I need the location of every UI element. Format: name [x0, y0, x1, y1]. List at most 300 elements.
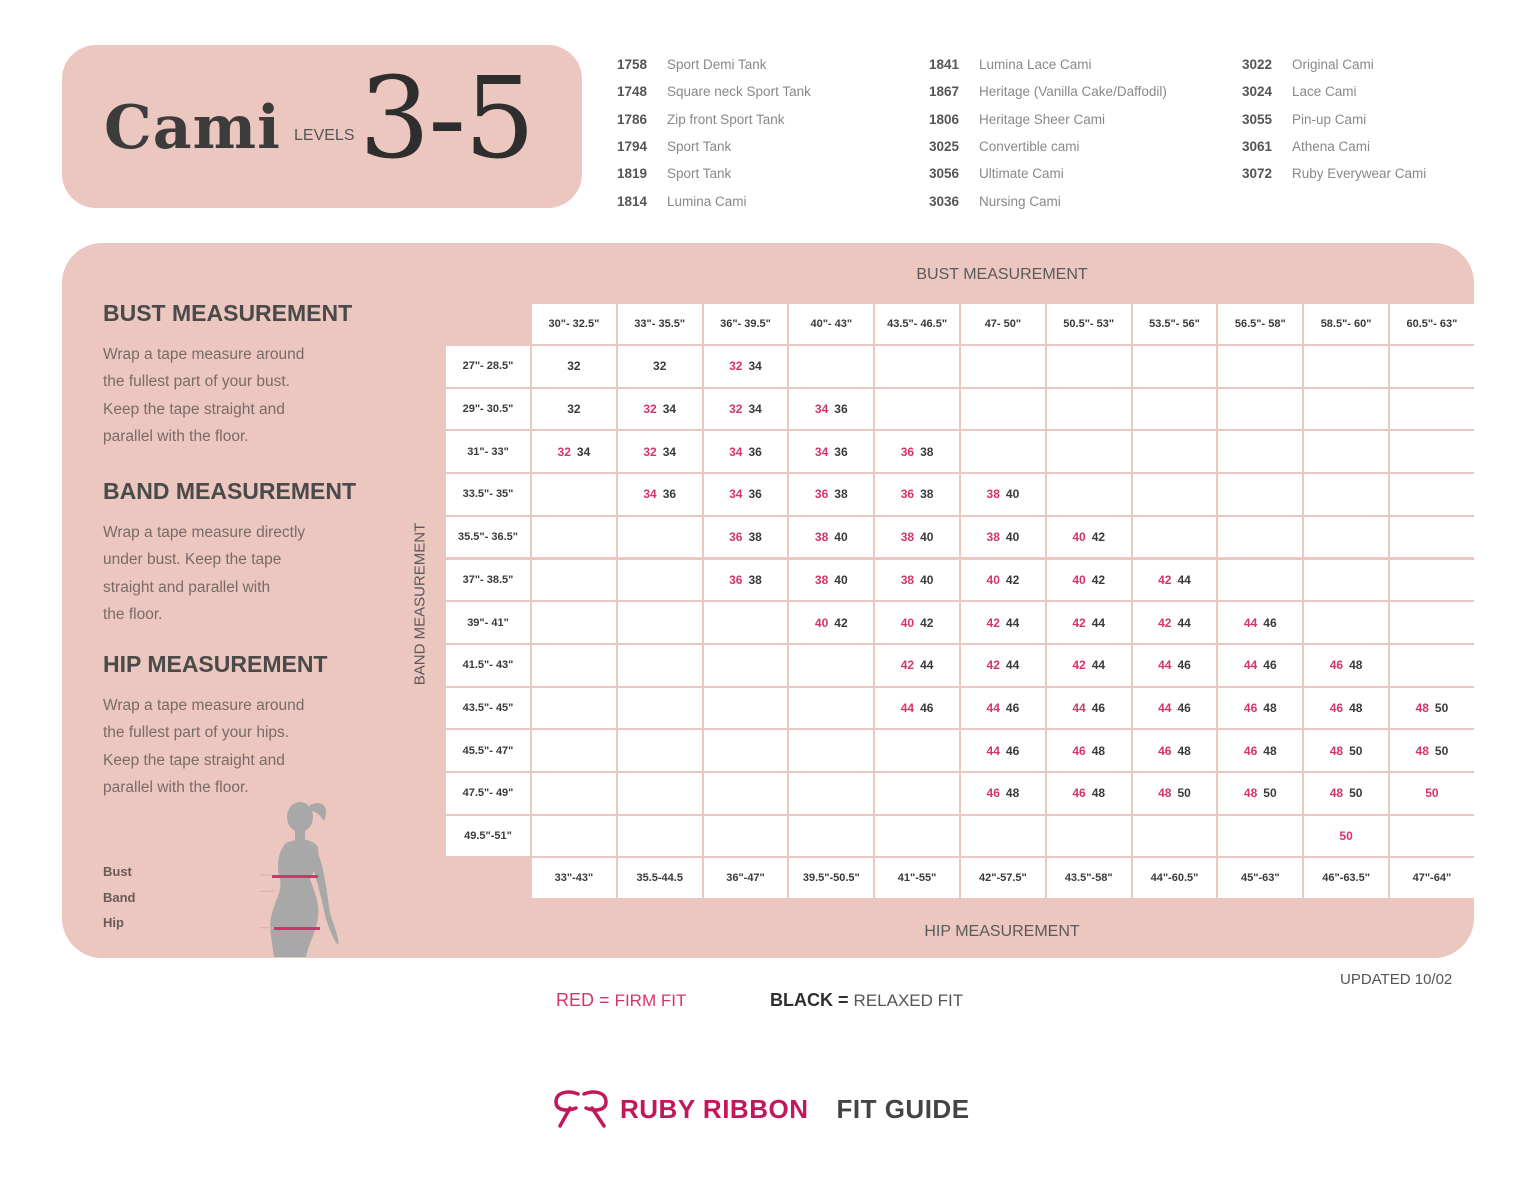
product-name: Sport Tank: [667, 166, 732, 182]
bust-range-header: 33"- 35.5": [618, 304, 702, 344]
size-cell: [1133, 474, 1217, 515]
product-number: 1867: [929, 84, 960, 100]
bust-line: Wrap a tape measure around: [103, 346, 305, 363]
size-cell: [789, 389, 873, 430]
product-number: 1748: [617, 84, 648, 100]
firm-size: 48: [1415, 700, 1429, 715]
product-name: Sport Demi Tank: [667, 57, 767, 73]
hip-line: Keep the tape straight and: [103, 751, 285, 769]
size-cell: [704, 730, 788, 771]
hip-range-footer: 36"-47": [704, 858, 788, 898]
bust-axis-title: BUST MEASUREMENT: [916, 266, 1088, 283]
size-cell: [1133, 688, 1217, 729]
firm-size: 40: [986, 572, 1000, 587]
product-item: [1242, 51, 1426, 78]
product-name: Ruby Everywear Cami: [1292, 166, 1427, 182]
firm-size: 44: [1158, 658, 1172, 673]
product-name: Lace Cami: [1292, 84, 1357, 100]
relaxed-size: 48: [1263, 700, 1277, 715]
band-range-header: 35.5"- 36.5": [446, 517, 530, 558]
relaxed-size: 50: [1434, 743, 1449, 758]
size-cell: [532, 816, 616, 857]
bust-range-header: 53.5"- 56": [1133, 304, 1217, 344]
relaxed-size: 50: [1349, 786, 1363, 801]
relaxed-size: 48: [1349, 658, 1363, 673]
product-name: Heritage Sheer Cami: [979, 111, 1106, 127]
firm-size: 34: [729, 444, 743, 459]
size-cell: [875, 431, 959, 472]
firm-size: 38: [900, 530, 915, 545]
relaxed-size: 48: [1091, 743, 1106, 758]
product-number: 3022: [1242, 57, 1273, 73]
firm-size: 48: [1158, 786, 1172, 801]
size-cell: [1047, 431, 1131, 472]
bust-range-header: 58.5"- 60": [1304, 304, 1388, 344]
relaxed-size: 40: [834, 530, 848, 545]
relaxed-size: 46: [1177, 700, 1191, 715]
band-range-header: 27"- 28.5": [446, 346, 530, 387]
relaxed-size: 42: [920, 615, 934, 630]
relaxed-size: 32: [653, 359, 667, 374]
size-cell: [704, 645, 788, 686]
product-name: Lumina Cami: [667, 193, 747, 209]
size-cell: [618, 474, 702, 515]
firm-size: 46: [1329, 700, 1344, 715]
size-cell: [532, 517, 616, 558]
relaxed-size: 34: [576, 444, 591, 459]
size-cell: [961, 645, 1045, 686]
product-number: 1758: [617, 57, 648, 73]
firm-size: 34: [729, 487, 743, 502]
firm-size: 36: [814, 487, 829, 502]
relaxed-size: 50: [1177, 786, 1191, 801]
firm-size: 44: [1158, 700, 1172, 715]
size-cell: [1133, 389, 1217, 430]
size-cell: [704, 474, 788, 515]
band-line: Wrap a tape measure directly: [103, 524, 306, 541]
relaxed-size: 40: [834, 572, 848, 587]
size-cell: [618, 816, 702, 857]
size-cell: [618, 645, 702, 686]
title-panel: [62, 45, 582, 208]
band-range-header: 39"- 41": [446, 602, 530, 643]
band-range-header: 41.5"- 43": [446, 645, 530, 686]
size-cell: [875, 816, 959, 857]
product-name: Athena Cami: [1292, 139, 1371, 155]
figure-label-bust: Bust: [103, 864, 132, 879]
product-number: 1814: [617, 193, 648, 209]
hip-range-footer: 43.5"-58": [1047, 858, 1131, 898]
size-cell: [1218, 389, 1302, 430]
size-cell: [1304, 431, 1388, 472]
product-number: 1786: [617, 111, 648, 127]
size-cell: [704, 517, 788, 558]
size-cell: [1133, 816, 1217, 857]
product-item: [617, 187, 811, 214]
size-cell: [532, 645, 616, 686]
firm-size: 46: [1243, 743, 1258, 758]
size-cell: [1218, 688, 1302, 729]
hip-instructions: [103, 692, 363, 801]
bust-range-header: 60.5"- 63": [1390, 304, 1474, 344]
relaxed-size: 46: [920, 700, 934, 715]
band-range-header: 37"- 38.5": [446, 560, 530, 601]
firm-size: 42: [900, 658, 915, 673]
product-item: [1242, 106, 1426, 133]
size-cell: [1133, 773, 1217, 814]
legend-red-meaning: FIRM FIT: [614, 991, 687, 1010]
firm-size: 32: [643, 444, 657, 459]
size-cell: [875, 346, 959, 387]
size-cell: [1390, 389, 1474, 430]
bust-range-header: 30"- 32.5": [532, 304, 616, 344]
size-cell: [1047, 602, 1131, 643]
size-cell: [1390, 602, 1474, 643]
product-number: 1841: [929, 57, 960, 73]
product-item: [617, 106, 811, 133]
bust-range-header: 47- 50": [961, 304, 1045, 344]
firm-size: 32: [729, 359, 743, 374]
size-cell: [961, 773, 1045, 814]
relaxed-size: 46: [1263, 615, 1277, 630]
size-cell: [1304, 560, 1388, 601]
product-name: Pin-up Cami: [1292, 111, 1367, 127]
relaxed-size: 44: [1177, 615, 1191, 630]
size-cell: [532, 431, 616, 472]
size-cell: [532, 688, 616, 729]
firm-size: 48: [1415, 743, 1429, 758]
product-item: [929, 133, 1167, 160]
relaxed-size: 36: [662, 487, 677, 502]
size-cell: [1047, 474, 1131, 515]
size-cell: [1047, 389, 1131, 430]
product-item: [1242, 78, 1426, 105]
size-cell: [1218, 431, 1302, 472]
firm-size: 44: [986, 743, 1000, 758]
size-cell: [1390, 474, 1474, 515]
firm-size: 42: [1158, 615, 1172, 630]
firm-size: 38: [986, 487, 1000, 502]
relaxed-size: 48: [1091, 786, 1106, 801]
relaxed-size: 44: [1091, 658, 1106, 673]
relaxed-size: 40: [920, 530, 934, 545]
band-line: straight and parallel with: [103, 578, 271, 596]
size-cell: [789, 474, 873, 515]
size-cell: [1304, 346, 1388, 387]
firm-size: 38: [814, 572, 829, 587]
product-name: Sport Tank: [667, 139, 732, 155]
size-cell: [1218, 816, 1302, 857]
size-cell: [1218, 645, 1302, 686]
size-cell: [1390, 346, 1474, 387]
relaxed-size: 38: [920, 487, 934, 502]
product-column: [929, 51, 1167, 215]
size-cell: [1218, 517, 1302, 558]
product-item: [617, 133, 811, 160]
product-number: 3072: [1242, 166, 1273, 182]
product-item: [617, 78, 811, 105]
size-cell: [961, 602, 1045, 643]
size-cell: [875, 560, 959, 601]
firm-size: 42: [986, 658, 1000, 673]
relaxed-size: 44: [1005, 615, 1020, 630]
firm-size: 40: [814, 615, 829, 630]
size-cell: [961, 517, 1045, 558]
size-cell: [789, 773, 873, 814]
size-cell: [961, 431, 1045, 472]
relaxed-size: 46: [1091, 700, 1106, 715]
size-cell: [789, 730, 873, 771]
size-cell: [1133, 517, 1217, 558]
figure-label-band: Band: [103, 890, 136, 905]
product-item: [929, 187, 1167, 214]
relaxed-size: 40: [1005, 530, 1020, 545]
relaxed-size: 48: [1349, 700, 1363, 715]
size-cell: [1047, 645, 1131, 686]
relaxed-size: 48: [1005, 786, 1020, 801]
relaxed-size: 42: [834, 615, 848, 630]
relaxed-size: 34: [662, 402, 677, 417]
product-name: Ultimate Cami: [979, 166, 1064, 182]
size-cell: [618, 602, 702, 643]
size-cell: [961, 389, 1045, 430]
product-number: 3055: [1242, 111, 1273, 127]
firm-size: 40: [900, 615, 915, 630]
firm-size: 46: [1072, 786, 1086, 801]
firm-size: 32: [643, 402, 657, 417]
legend-red-label: RED: [556, 990, 595, 1010]
size-cell: [1133, 431, 1217, 472]
firm-size: 46: [986, 786, 1000, 801]
product-number: 1819: [617, 166, 648, 182]
hip-range-footer: 35.5-44.5: [618, 858, 702, 898]
product-column: [617, 51, 811, 215]
size-cell: [1218, 346, 1302, 387]
size-cell: [532, 560, 616, 601]
firm-size: 38: [900, 572, 915, 587]
relaxed-size: 42: [1091, 572, 1106, 587]
product-item: [617, 51, 811, 78]
size-cell: [1304, 474, 1388, 515]
brand-guide: FIT GUIDE: [836, 1093, 970, 1124]
bust-line: Keep the tape straight and: [103, 400, 285, 418]
hip-range-footer: 45"-63": [1218, 858, 1302, 898]
legend-equals: =: [838, 990, 849, 1010]
bust-line: the fullest part of your bust.: [103, 373, 290, 391]
size-cell: [961, 560, 1045, 601]
size-cell: [789, 560, 873, 601]
size-cell: [875, 688, 959, 729]
product-number: 3061: [1242, 139, 1273, 155]
firm-size: 36: [900, 444, 915, 459]
product-name: Lumina Lace Cami: [979, 57, 1092, 73]
band-line: under bust. Keep the tape: [103, 551, 282, 569]
firm-size: 40: [1072, 530, 1086, 545]
size-cell: [532, 773, 616, 814]
relaxed-size: 32: [567, 402, 581, 417]
product-number: 3024: [1242, 84, 1273, 100]
firm-size: 34: [643, 487, 657, 502]
hip-range-footer: 47"-64": [1390, 858, 1474, 898]
band-range-header: 43.5"- 45": [446, 688, 530, 729]
relaxed-size: 36: [834, 402, 848, 417]
firm-size: 32: [729, 402, 743, 417]
relaxed-size: 48: [1177, 743, 1191, 758]
product-name: Original Cami: [1292, 57, 1374, 73]
band-range-header: 33.5"- 35": [446, 474, 530, 515]
relaxed-size: 44: [1091, 615, 1106, 630]
relaxed-size: 46: [1177, 658, 1191, 673]
size-cell: [875, 517, 959, 558]
size-cell: [1390, 645, 1474, 686]
firm-size: 44: [1072, 700, 1086, 715]
product-item: [1242, 133, 1426, 160]
bust-line: parallel with the floor.: [103, 427, 249, 445]
size-cell: [875, 773, 959, 814]
legend-black-meaning: RELAXED FIT: [853, 991, 964, 1010]
product-number: 3036: [929, 193, 960, 209]
size-cell: [1133, 730, 1217, 771]
bust-heading: BUST MEASUREMENT: [103, 300, 353, 326]
product-name: Nursing Cami: [979, 193, 1061, 209]
firm-size: 38: [814, 530, 829, 545]
band-heading: BAND MEASUREMENT: [103, 478, 356, 504]
size-cell: [1218, 602, 1302, 643]
size-cell: [1133, 560, 1217, 601]
bust-range-header: 36"- 39.5": [704, 304, 788, 344]
updated-date: UPDATED 10/02: [1340, 971, 1453, 988]
firm-size: 40: [1072, 572, 1086, 587]
size-cell: [961, 688, 1045, 729]
product-item: [929, 51, 1167, 78]
size-cell: [704, 560, 788, 601]
firm-size: 44: [900, 700, 915, 715]
hip-line: Wrap a tape measure around: [103, 697, 305, 714]
firm-size: 50: [1425, 786, 1439, 801]
legend-black-label: BLACK: [770, 990, 833, 1010]
firm-size: 46: [1329, 658, 1344, 673]
bust-range-header: 56.5"- 58": [1218, 304, 1302, 344]
size-cell: [704, 431, 788, 472]
relaxed-size: 36: [748, 487, 762, 502]
bust-range-header: 43.5"- 46.5": [875, 304, 959, 344]
size-cell: [1218, 474, 1302, 515]
size-cell: [875, 730, 959, 771]
relaxed-size: 46: [1005, 743, 1020, 758]
size-cell: [1304, 816, 1388, 857]
relaxed-size: 38: [748, 530, 762, 545]
size-cell: [789, 602, 873, 643]
size-cell: [1304, 517, 1388, 558]
size-cell: [875, 602, 959, 643]
size-cell: [1304, 730, 1388, 771]
size-cell: [1133, 602, 1217, 643]
size-cell: [532, 602, 616, 643]
size-cell: [1047, 560, 1131, 601]
size-cell: [1390, 730, 1474, 771]
relaxed-size: 38: [834, 487, 848, 502]
product-name: Heritage (Vanilla Cake/Daffodil): [979, 84, 1167, 100]
product-number: 1794: [617, 139, 648, 155]
relaxed-size: 42: [1005, 572, 1020, 587]
size-cell: [875, 474, 959, 515]
relaxed-size: 34: [748, 359, 762, 374]
size-cell: [1133, 645, 1217, 686]
firm-size: 36: [900, 487, 915, 502]
size-cell: [1390, 560, 1474, 601]
product-item: [929, 160, 1167, 187]
relaxed-size: 36: [748, 444, 762, 459]
size-cell: [789, 431, 873, 472]
product-item: [1242, 160, 1426, 187]
product-name: Square neck Sport Tank: [667, 84, 811, 100]
product-column: [1242, 51, 1426, 187]
size-cell: [961, 730, 1045, 771]
hip-range-footer: 39.5"-50.5": [789, 858, 873, 898]
size-cell: [618, 389, 702, 430]
product-name: Zip front Sport Tank: [667, 111, 785, 127]
size-cell: [532, 389, 616, 430]
firm-size: 46: [1243, 700, 1258, 715]
relaxed-size: 46: [1005, 700, 1020, 715]
product-name: Convertible cami: [979, 139, 1080, 155]
ruby-ribbon-logo-icon: [550, 1088, 612, 1130]
size-cell: [618, 688, 702, 729]
size-cell: [961, 816, 1045, 857]
page-title: Cami: [104, 93, 281, 163]
firm-size: 50: [1339, 829, 1353, 844]
hip-range-footer: 41"-55": [875, 858, 959, 898]
size-cell: [875, 645, 959, 686]
hip-range-footer: 33"-43": [532, 858, 616, 898]
size-cell: [704, 389, 788, 430]
relaxed-size: 50: [1263, 786, 1277, 801]
firm-size: 42: [1158, 572, 1172, 587]
relaxed-size: 38: [920, 444, 934, 459]
size-cell: [789, 688, 873, 729]
firm-size: 42: [1072, 615, 1086, 630]
size-cell: [618, 517, 702, 558]
firm-size: 42: [1072, 658, 1086, 673]
product-item: [929, 106, 1167, 133]
band-range-header: 45.5"- 47": [446, 730, 530, 771]
product-item: [617, 160, 811, 187]
hip-range-footer: 44"-60.5": [1133, 858, 1217, 898]
size-cell: [618, 346, 702, 387]
bust-range-header: 50.5"- 53": [1047, 304, 1131, 344]
size-cell: [532, 730, 616, 771]
levels-label: LEVELS: [294, 127, 355, 144]
size-cell: [704, 816, 788, 857]
firm-size: 44: [1243, 615, 1258, 630]
band-range-header: 49.5"-51": [446, 816, 530, 857]
firm-size: 44: [986, 700, 1000, 715]
size-cell: [532, 346, 616, 387]
size-cell: [704, 773, 788, 814]
firm-size: 36: [729, 572, 743, 587]
relaxed-size: 34: [662, 444, 677, 459]
size-cell: [1047, 730, 1131, 771]
relaxed-size: 40: [1005, 487, 1020, 502]
size-cell: [1304, 773, 1388, 814]
size-cell: [618, 773, 702, 814]
band-range-header: 31"- 33": [446, 431, 530, 472]
size-cell: [1390, 431, 1474, 472]
band-line: the floor.: [103, 605, 163, 623]
relaxed-size: 32: [567, 359, 581, 374]
band-range-header: 29"- 30.5": [446, 389, 530, 430]
size-cell: [618, 431, 702, 472]
